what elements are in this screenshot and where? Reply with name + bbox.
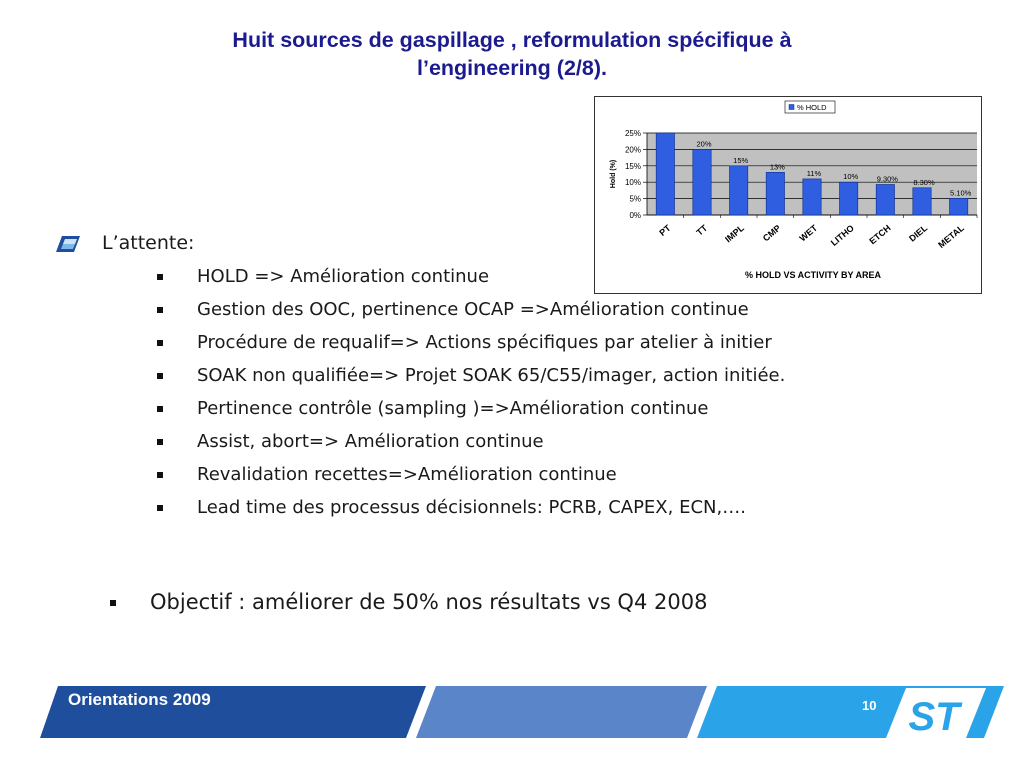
- list-item: [157, 497, 957, 519]
- square-bullet-icon: [157, 505, 163, 511]
- y-tick-label: 20%: [624, 145, 641, 155]
- bullet-text: Gestion des OOC, pertinence OCAP =>Amélioration continue: [197, 299, 749, 320]
- list-item: [157, 464, 957, 486]
- bar: [803, 179, 821, 215]
- data-label: 15%: [733, 155, 749, 165]
- page-number: 10: [862, 698, 877, 713]
- x-tick-label: LITHO: [828, 222, 856, 248]
- title-line-2: l’engineering (2/8).: [417, 56, 607, 80]
- chart-title: % HOLD VS ACTIVITY BY AREA: [744, 270, 882, 280]
- level1-label: L’attente:: [102, 232, 195, 254]
- x-tick-label: CMP: [760, 222, 783, 244]
- footer-label: Orientations 2009: [68, 690, 211, 709]
- list-item: [157, 266, 957, 288]
- list-item: [157, 332, 957, 354]
- hold-chart: [594, 96, 982, 294]
- footer-mid-segment: [416, 686, 707, 738]
- square-bullet-icon: [157, 472, 163, 478]
- x-tick-label: METAL: [936, 222, 966, 251]
- bar: [766, 172, 784, 215]
- data-label: 10%: [843, 172, 859, 182]
- list-item: [157, 431, 957, 453]
- x-tick-label: PT: [657, 222, 673, 238]
- bullet-text: Assist, abort=> Amélioration continue: [197, 431, 544, 452]
- bar: [656, 133, 674, 215]
- list-item: [157, 398, 957, 420]
- bar: [876, 184, 894, 215]
- data-label: 20%: [696, 139, 712, 149]
- slide-title: [60, 26, 964, 82]
- objective-text: Objectif : améliorer de 50% nos résultats vs Q4 2008: [150, 590, 708, 614]
- y-tick-label: 25%: [624, 129, 641, 138]
- square-bullet-icon: [157, 439, 163, 445]
- bullet-text: Revalidation recettes=>Amélioration continue: [197, 464, 617, 485]
- logo-text: ST: [908, 695, 960, 739]
- title-line-1: Huit sources de gaspillage , reformulation spécifique à: [232, 28, 792, 52]
- bar: [693, 149, 711, 215]
- data-label: 13%: [769, 162, 785, 172]
- bar: [840, 182, 858, 215]
- square-bullet-icon: [157, 307, 163, 313]
- x-tick-label: TT: [694, 222, 710, 238]
- legend-swatch: [789, 105, 794, 110]
- x-tick-label: DIEL: [907, 222, 930, 244]
- data-label: 5.10%: [950, 188, 972, 198]
- bar: [913, 188, 931, 215]
- bullet-text: Lead time des processus décisionnels: PCRB, CAPEX, ECN,….: [197, 497, 746, 518]
- x-tick-label: IMPL: [723, 222, 746, 245]
- data-label: 11%: [806, 168, 822, 178]
- data-label: 9.30%: [876, 174, 898, 184]
- y-tick-label: 10%: [624, 178, 641, 188]
- list-item: [157, 299, 957, 321]
- list-item: [157, 365, 897, 387]
- y-tick-label: 0%: [629, 211, 641, 220]
- bullet-text: Pertinence contrôle (sampling )=>Amélioration continue: [197, 398, 709, 419]
- y-axis-label: Hold (%): [610, 159, 617, 189]
- square-bullet-icon: [157, 340, 163, 346]
- x-tick-label: WET: [797, 222, 820, 244]
- x-tick-label: ETCH: [867, 222, 893, 247]
- bullet-text: HOLD => Amélioration continue: [197, 266, 490, 287]
- bullet-text: SOAK non qualifiée=> Projet SOAK 65/C55/imager, action initiée.: [197, 365, 786, 386]
- square-bullet-icon: [110, 600, 116, 606]
- bar: [950, 198, 968, 215]
- data-label: 8.30%: [913, 177, 935, 187]
- bullet-list: [157, 266, 957, 530]
- legend-label: % HOLD: [797, 103, 827, 112]
- bullet-text: Procédure de requalif=> Actions spécifiques par atelier à initier: [197, 332, 772, 353]
- diamond-bullet-icon: [56, 236, 82, 252]
- square-bullet-icon: [157, 274, 163, 280]
- square-bullet-icon: [157, 373, 163, 379]
- y-tick-label: 5%: [629, 194, 641, 204]
- chart-svg: [595, 97, 981, 293]
- bar: [730, 166, 748, 215]
- square-bullet-icon: [157, 406, 163, 412]
- y-tick-label: 15%: [624, 161, 641, 171]
